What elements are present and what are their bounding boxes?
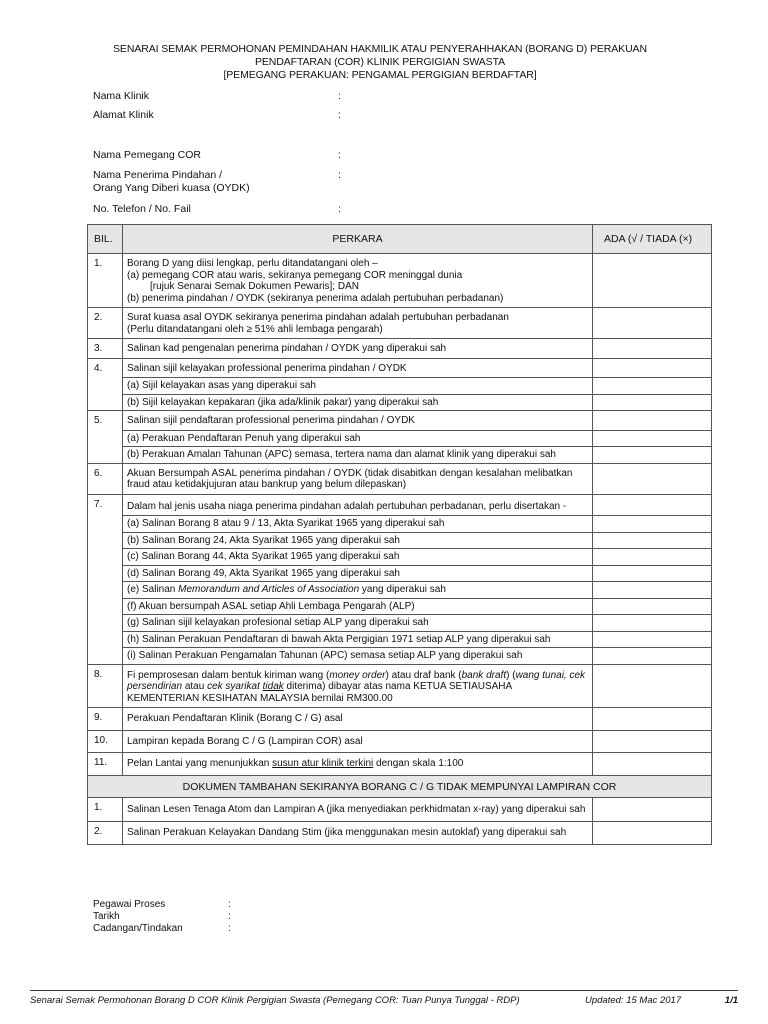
table-row bbox=[88, 430, 712, 447]
item-sub-b: (b) Sijil kelayakan kepakaran (jika ada/klinik pakar) yang diperakui sah bbox=[123, 394, 593, 411]
label-telefon: No. Telefon / No. Fail bbox=[93, 203, 191, 215]
item-text: Salinan sijil kelayakan professional penerima pindahan / OYDK bbox=[123, 358, 593, 378]
item-number: 2. bbox=[88, 822, 123, 845]
item-sub-a: (a) Perakuan Pendaftaran Penuh yang diperakui sah bbox=[123, 430, 593, 447]
text-money-order: money order bbox=[329, 669, 386, 681]
check-cell[interactable] bbox=[593, 648, 712, 665]
item-sub-f: (f) Akuan bersumpah ASAL setiap Ahli Lembaga Pengarah (ALP) bbox=[123, 598, 593, 615]
check-cell[interactable] bbox=[593, 378, 712, 395]
table-row bbox=[88, 664, 712, 708]
item-text bbox=[123, 664, 593, 708]
item-number: 1. bbox=[88, 797, 123, 822]
table-header-row bbox=[88, 225, 712, 254]
item-sub-e-pre: (e) Salinan bbox=[127, 584, 179, 595]
check-cell[interactable] bbox=[593, 708, 712, 731]
table-row bbox=[88, 339, 712, 359]
label-cadangan-tindakan: Cadangan/Tindakan bbox=[93, 923, 183, 934]
item-sub-i: (i) Salinan Perakuan Pengamalan Tahunan (APC) semasa setiap ALP yang diperakui sah bbox=[123, 648, 593, 665]
additional-documents-header-row bbox=[88, 775, 712, 797]
item-number: 3. bbox=[88, 339, 123, 359]
header-ada-tiada: ADA (√ / TIADA (×) bbox=[593, 225, 712, 254]
table-row bbox=[88, 615, 712, 632]
label-pegawai-proses: Pegawai Proses bbox=[93, 899, 166, 910]
item-number: 11. bbox=[88, 753, 123, 776]
check-cell[interactable] bbox=[593, 615, 712, 632]
checklist-table bbox=[87, 224, 712, 845]
item-sub-d: (d) Salinan Borang 49, Akta Syarikat 1965 yang diperakui sah bbox=[123, 565, 593, 582]
table-row bbox=[88, 582, 712, 599]
footer-updated: Updated: 15 Mac 2017 bbox=[585, 995, 682, 1006]
check-cell[interactable] bbox=[593, 730, 712, 753]
check-cell[interactable] bbox=[593, 358, 712, 378]
item-sub-b: (b) Salinan Borang 24, Akta Syarikat 1965 yang diperakui sah bbox=[123, 532, 593, 549]
text-fragment: ) ( bbox=[506, 669, 516, 681]
table-row bbox=[88, 516, 712, 533]
table-row bbox=[88, 631, 712, 648]
item-sub-e-post: yang diperakui sah bbox=[359, 584, 446, 595]
item-number: 7. bbox=[88, 494, 123, 664]
footer-document-name: Senarai Semak Permohonan Borang D COR Klinik Pergigian Swasta (Pemegang COR: Tuan Punya Tunggal - RDP) bbox=[30, 995, 520, 1006]
text-bank-draft: bank draft bbox=[461, 669, 507, 681]
field-cadangan bbox=[93, 923, 393, 935]
check-cell[interactable] bbox=[593, 582, 712, 599]
item-line-1: Surat kuasa asal OYDK sekiranya penerima pindahan adalah pertubuhan perbadanan bbox=[127, 312, 509, 323]
item-sub-g: (g) Salinan sijil kelayakan profesional setiap ALP yang diperakui sah bbox=[123, 615, 593, 632]
item-text: Lampiran kepada Borang C / G (Lampiran COR) asal bbox=[123, 730, 593, 753]
item-text: Dalam hal jenis usaha niaga penerima pindahan adalah pertubuhan perbadanan, perlu disertakan - bbox=[123, 494, 593, 516]
title-line-3: [PEMEGANG PERAKUAN: PENGAMAL PERGIGIAN BERDAFTAR] bbox=[223, 69, 537, 81]
text-fragment: ) atau draf bank ( bbox=[385, 669, 462, 681]
item-text: Salinan Lesen Tenaga Atom dan Lampiran A (jika menyediakan perkhidmatan x-ray) yang diperakui sah bbox=[123, 797, 593, 822]
item-main: Borang D yang diisi lengkap, perlu ditandatangani oleh – bbox=[127, 258, 378, 269]
colon: : bbox=[338, 203, 341, 215]
item-number: 6. bbox=[88, 463, 123, 494]
table-row bbox=[88, 394, 712, 411]
colon: : bbox=[228, 911, 231, 922]
item-sub-c: (c) Salinan Borang 44, Akta Syarikat 1965 yang diperakui sah bbox=[123, 549, 593, 566]
check-cell[interactable] bbox=[593, 254, 712, 308]
check-cell[interactable] bbox=[593, 664, 712, 708]
text-fragment: atau bbox=[182, 681, 208, 692]
additional-documents-header: DOKUMEN TAMBAHAN SEKIRANYA BORANG C / G TIDAK MEMPUNYAI LAMPIRAN COR bbox=[88, 775, 712, 797]
footer-divider bbox=[30, 990, 738, 991]
colon: : bbox=[228, 899, 231, 910]
table-row bbox=[88, 549, 712, 566]
item-sub-h: (h) Salinan Perakuan Pendaftaran di bawah Akta Pergigian 1971 setiap ALP yang diperakui sah bbox=[123, 631, 593, 648]
table-row bbox=[88, 753, 712, 776]
table-row bbox=[88, 411, 712, 431]
text-fragment: diterima) dibayar atas nama KETUA SETIAUSAHA KEMENTERIAN KESIHATAN MALAYSIA bernilai RM300.00 bbox=[127, 681, 512, 704]
check-cell[interactable] bbox=[593, 494, 712, 516]
item-number: 4. bbox=[88, 358, 123, 411]
title-line-1: SENARAI SEMAK PERMOHONAN PEMINDAHAN HAKMILIK ATAU PENYERAHHAKAN (BORANG D) PERAKUAN bbox=[113, 43, 647, 55]
footer-page-number: 1/1 bbox=[724, 995, 738, 1006]
table-row bbox=[88, 358, 712, 378]
check-cell[interactable] bbox=[593, 753, 712, 776]
colon: : bbox=[338, 149, 341, 161]
check-cell[interactable] bbox=[593, 565, 712, 582]
colon: : bbox=[228, 923, 231, 934]
header-perkara: PERKARA bbox=[123, 225, 593, 254]
table-row bbox=[88, 648, 712, 665]
table-row bbox=[88, 447, 712, 464]
check-cell[interactable] bbox=[593, 516, 712, 533]
item-text: Salinan sijil pendaftaran professional penerima pindahan / OYDK bbox=[123, 411, 593, 431]
title-line-2: PENDAFTARAN (COR) KLINIK PERGIGIAN SWASTA bbox=[254, 56, 506, 68]
item-text bbox=[123, 254, 593, 308]
table-row bbox=[88, 463, 712, 494]
item-number: 5. bbox=[88, 411, 123, 464]
field-tarikh bbox=[93, 911, 393, 923]
label-nama-pemegang-cor: Nama Pemegang COR bbox=[93, 149, 201, 161]
text-susun-atur: susun atur klinik terkini bbox=[272, 758, 374, 769]
label-nama-penerima-line2: Orang Yang Diberi kuasa (OYDK) bbox=[93, 182, 250, 194]
check-cell[interactable] bbox=[593, 339, 712, 359]
colon: : bbox=[338, 169, 341, 181]
processing-section bbox=[93, 899, 393, 935]
label-alamat-klinik: Alamat Klinik bbox=[93, 109, 154, 121]
table-row bbox=[88, 494, 712, 516]
item-sub-e-italic: Memorandum and Articles of Association bbox=[178, 584, 360, 595]
text-fragment: Fi pemprosesan dalam bentuk kiriman wang ( bbox=[127, 669, 330, 681]
text-cek-syarikat: cek syarikat bbox=[207, 681, 263, 692]
table-row bbox=[88, 378, 712, 395]
label-nama-klinik: Nama Klinik bbox=[93, 90, 150, 102]
item-line-2: (Perlu ditandatangani oleh ≥ 51% ahli lembaga pengarah) bbox=[127, 323, 383, 335]
item-number: 9. bbox=[88, 708, 123, 731]
check-cell[interactable] bbox=[593, 822, 712, 845]
item-sub-a: (a) pemegang COR atau waris, sekiranya pemegang COR meninggal dunia bbox=[127, 269, 463, 281]
item-text: Perakuan Pendaftaran Klinik (Borang C / G) asal bbox=[123, 708, 593, 731]
item-text bbox=[123, 308, 593, 339]
item-sub-a: (a) Salinan Borang 8 atau 9 / 13, Akta Syarikat 1965 yang diperakui sah bbox=[123, 516, 593, 533]
table-row bbox=[88, 730, 712, 753]
item-sub-a: (a) Sijil kelayakan asas yang diperakui sah bbox=[123, 378, 593, 395]
item-sub-b: (b) penerima pindahan / OYDK (sekiranya penerima adalah pertubuhan perbadanan) bbox=[127, 292, 504, 304]
text-fragment: dengan skala 1:100 bbox=[373, 758, 464, 769]
item-text bbox=[123, 753, 593, 776]
table-row bbox=[88, 308, 712, 339]
label-tarikh: Tarikh bbox=[93, 911, 120, 922]
item-number: 2. bbox=[88, 308, 123, 339]
check-cell[interactable] bbox=[593, 308, 712, 339]
text-fragment: Pelan Lantai yang menunjukkan bbox=[127, 758, 273, 769]
colon: : bbox=[338, 109, 341, 121]
item-number: 1. bbox=[88, 254, 123, 308]
table-row bbox=[88, 598, 712, 615]
check-cell[interactable] bbox=[593, 411, 712, 431]
label-nama-penerima-line1: Nama Penerima Pindahan / bbox=[93, 169, 222, 181]
table-row bbox=[88, 822, 712, 845]
colon: : bbox=[338, 90, 341, 102]
check-cell[interactable] bbox=[593, 430, 712, 447]
check-cell[interactable] bbox=[593, 631, 712, 648]
item-sub-a-cont: [rujuk Senarai Semak Dokumen Pewaris]; DAN bbox=[150, 281, 359, 292]
text-tidak: tidak bbox=[262, 681, 284, 692]
check-cell[interactable] bbox=[593, 598, 712, 615]
field-pegawai-proses bbox=[93, 899, 393, 911]
item-text: Akuan Bersumpah ASAL penerima pindahan / OYDK (tidak disabitkan dengan kesalahan melibatkan fraud atau ketidakjujuran atau bankrup yang belum dilepaskan) bbox=[123, 463, 593, 494]
item-number: 8. bbox=[88, 664, 123, 708]
check-cell[interactable] bbox=[593, 797, 712, 822]
item-text: Salinan Perakuan Kelayakan Dandang Stim (jika menggunakan mesin autoklaf) yang diperakui sah bbox=[123, 822, 593, 845]
check-cell[interactable] bbox=[593, 394, 712, 411]
table-row bbox=[88, 708, 712, 731]
item-number: 10. bbox=[88, 730, 123, 753]
item-text: Salinan kad pengenalan penerima pindahan / OYDK yang diperakui sah bbox=[123, 339, 593, 359]
check-cell[interactable] bbox=[593, 463, 712, 494]
document-title bbox=[60, 43, 700, 82]
table-row bbox=[88, 254, 712, 308]
table-row bbox=[88, 532, 712, 549]
header-bil: BIL. bbox=[88, 225, 123, 254]
check-cell[interactable] bbox=[593, 447, 712, 464]
table-row bbox=[88, 797, 712, 822]
table-row bbox=[88, 565, 712, 582]
check-cell[interactable] bbox=[593, 532, 712, 549]
text-wang-tunai: wang tunai, cek persendirian bbox=[127, 669, 586, 692]
check-cell[interactable] bbox=[593, 549, 712, 566]
item-sub-b: (b) Perakuan Amalan Tahunan (APC) semasa, tertera nama dan alamat klinik yang diperakui sah bbox=[123, 447, 593, 464]
item-sub-e bbox=[123, 582, 593, 599]
